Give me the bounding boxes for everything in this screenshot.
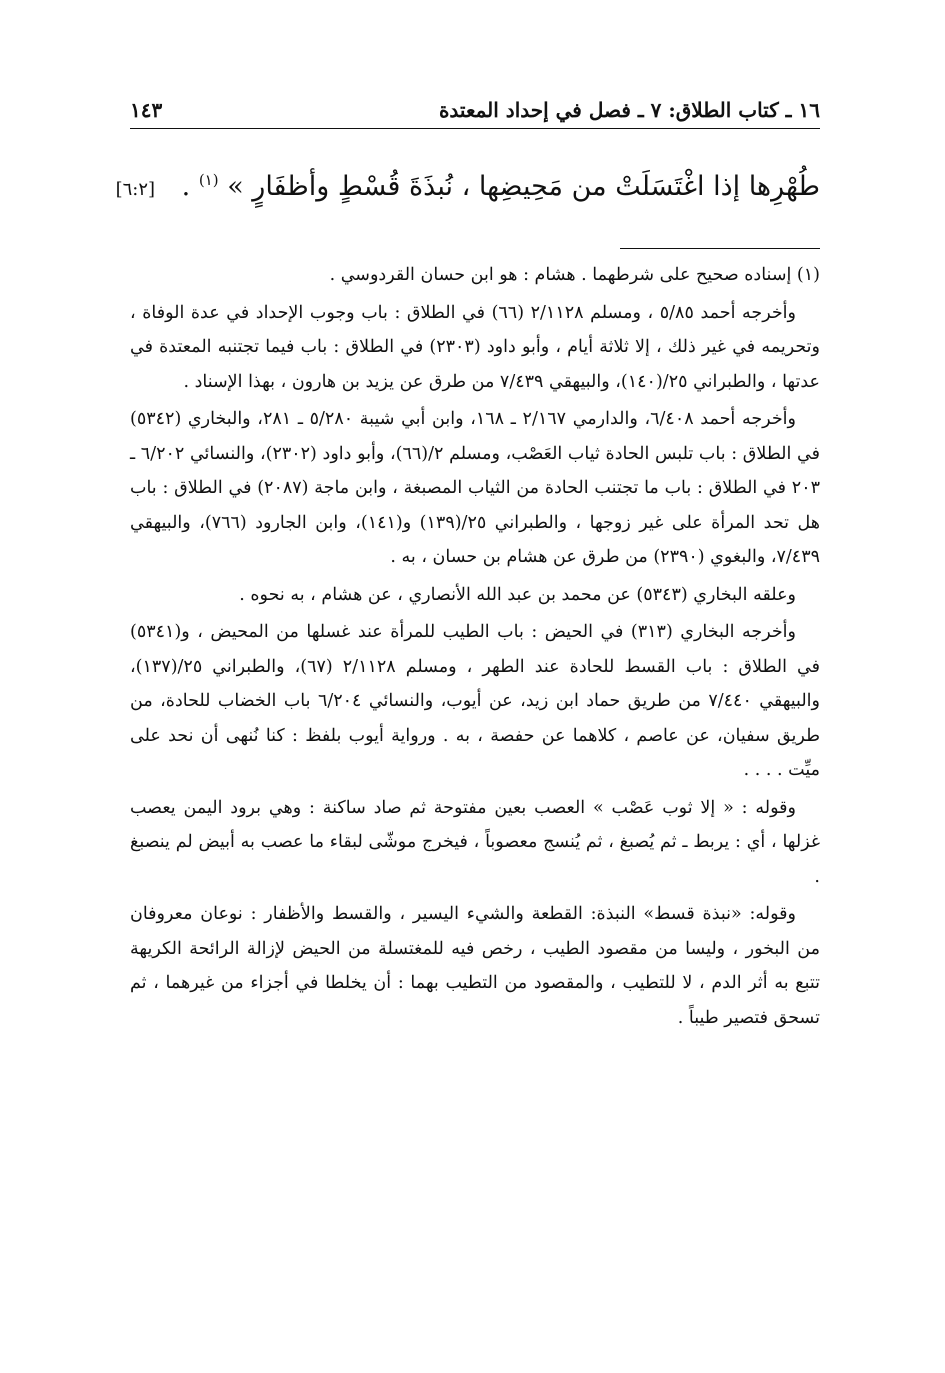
hadith-text-line — [115, 150, 820, 210]
footnote-paragraph: وقوله : « إلا ثوب عَصْب » العصب بعين مفتوحة ثم صاد ساكنة : وهي برود اليمن يعصب غزلها ، أي : يربط ـ ثم يُصبغ ، ثم يُنسج معصوباً ، فيخرج موشّى لبقاء ما عصب به أبيض لم ينصبغ . — [130, 797, 820, 887]
footnote-paragraph: وعلقه البخاري (٥٣٤٣) عن محمد بن عبد الله الأنصاري ، عن هشام ، به نحوه . — [239, 584, 796, 605]
footnote-paragraph: (١) إسناده صحيح على شرطهما . هشام : هو ابن حسان القردوسي . — [329, 265, 820, 285]
page-number: ١٤٣ — [130, 98, 163, 122]
footnote-paragraph: وأخرجه البخاري (٣١٣) في الحيض : باب الطيب للمرأة عند غسلها من المحيض ، و(٥٣٤١) في الطلاق : باب القسط للحادة عند الطهر ، ومسلم ٢/١١٢٨ (٦٧)، والطبراني ٢٥/(١٣٧)، والبيهقي ٧/٤٤٠ من طريق حماد ابن زيد، عن أيوب، والنسائي ٦/٢٠٤ باب الخضاب للحادة، من طريق سفيان، عن عاصم ، كلاهما عن حفصة ، به . ورواية أيوب بلفظ : كنا نُنهى أن نحد على ميِّت . . . . — [130, 622, 821, 780]
footnote-separator — [620, 248, 820, 249]
footnote-paragraph: وأخرجه أحمد ٥/٨٥ ، ومسلم ٢/١١٢٨ (٦٦) في الطلاق : باب وجوب الإحداد في عدة الوفاة ، وتحريمه في غير ذلك ، إلا ثلاثة أيام ، وأبو داود (٢٣٠٣) في الطلاق : باب فيما تجتنبه المعتدة في عدتها ، والطبراني ٢٥/(١٤٠)، والبيهقي ٧/٤٣٩ من طرق عن يزيد بن هارون ، بهذا الإسناد . — [130, 302, 820, 392]
hadith-text: طُهْرِها إذا اغْتَسَلَتْ من مَحِيضِها ، نُبذَةَ قُسْطٍ وأظفَارٍ » — [227, 171, 820, 202]
footnote-paragraph: وأخرجه أحمد ٦/٤٠٨، والدارمي ٢/١٦٧ ـ ١٦٨، وابن أبي شيبة ٥/٢٨٠ ـ ٢٨١، والبخاري (٥٣٤٢) في الطلاق : باب تلبس الحادة ثياب العَصْب، ومسلم ٢/(٦٦)، وأبو داود (٢٣٠٢)، والنسائي ٦/٢٠٢ ـ ٢٠٣ في الطلاق : باب ما تجتنب الحادة من الثياب المصبغة ، وابن ماجة (٢٠٨٧) في الطلاق : باب هل تحد المرأة على غير زوجها ، والطبراني ٢٥/(١٣٩) و(١٤١)، وابن الجارود (٧٦٦)، والبيهقي ٧/٤٣٩، والبغوي (٢٣٩٠) من طرق عن هشام بن حسان ، به . — [130, 409, 820, 567]
sentence-period: . — [181, 171, 191, 202]
footnotes-section — [130, 258, 820, 1038]
footnote-paragraph: وقوله: «نبذة قسط» النبذة: القطعة والشيء اليسير ، والقسط والأظفار : نوعان معروفان من البخور ، وليسا من مقصود الطيب ، رخص فيه للمغتسلة من الحيض لإزالة الرائحة الكريهة تتبع به أثر الدم ، لا للتطيب ، والمقصود من التطيب بهما : أن يخلطا في أجزاء من غيرهما ، ثم تسحق فتصير طيباً . — [130, 904, 820, 1028]
footnote-marker: (١) — [198, 171, 219, 189]
running-header — [130, 92, 820, 128]
chapter-title: ١٦ ـ كتاب الطلاق: ٧ ـ فصل في إحداد المعتدة — [438, 98, 820, 122]
header-divider — [130, 128, 820, 129]
hadith-reference: [٦:٢] — [115, 179, 156, 200]
